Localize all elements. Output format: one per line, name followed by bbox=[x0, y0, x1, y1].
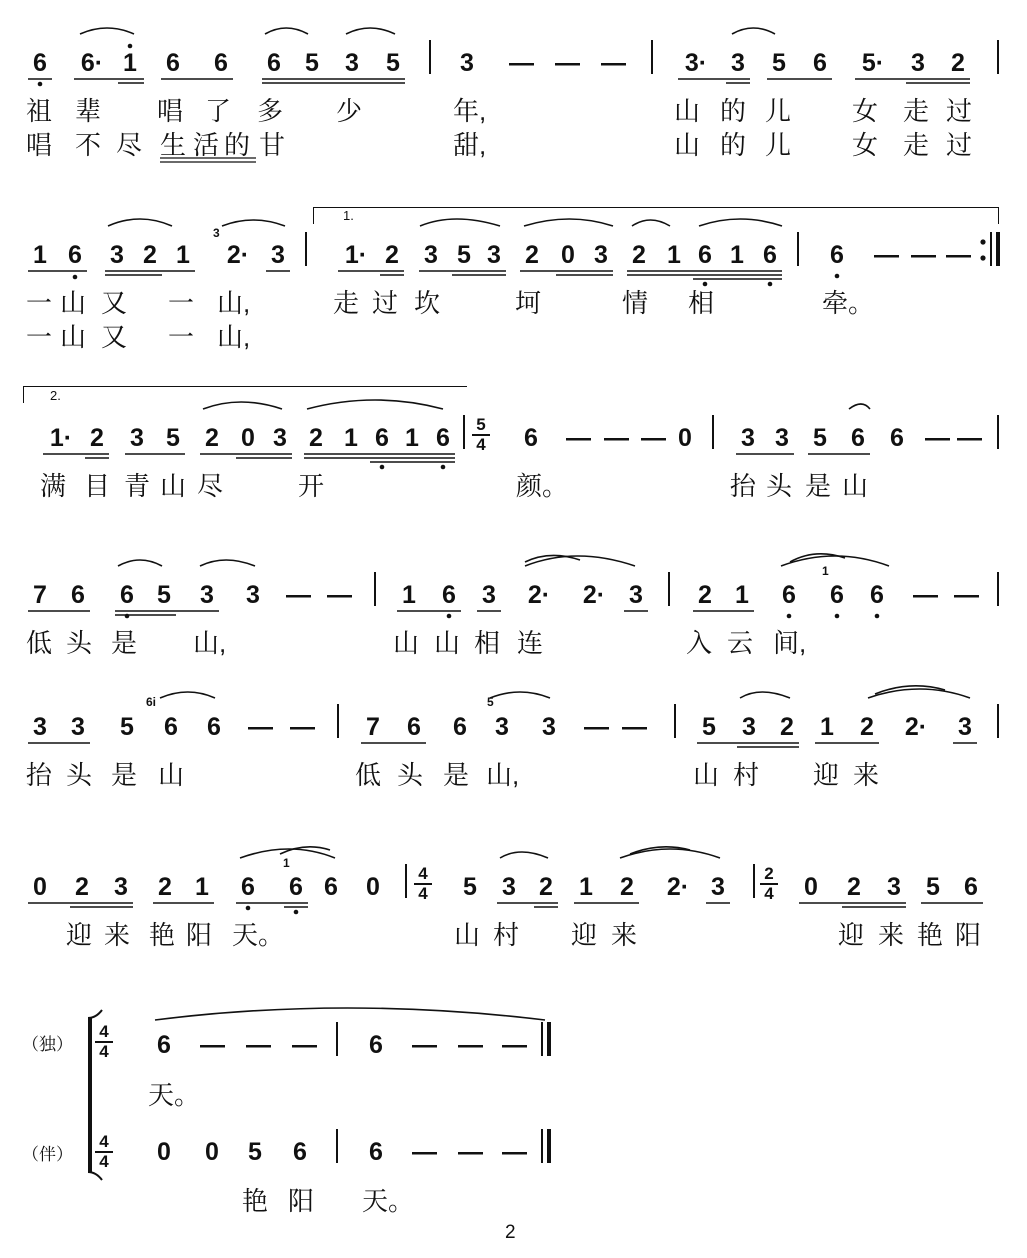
lyric: 过 bbox=[946, 96, 973, 126]
note: 3 bbox=[424, 241, 438, 269]
note: 1 bbox=[195, 873, 209, 901]
note: 5 bbox=[305, 49, 319, 77]
lyric: 迎 bbox=[838, 920, 865, 950]
note: 5 bbox=[463, 873, 477, 901]
lyric: 山 bbox=[693, 760, 720, 790]
time-sig-numerator: 5 bbox=[476, 415, 486, 434]
lyrics-verse-1 bbox=[0, 471, 1027, 511]
note: 6 bbox=[324, 873, 338, 901]
final-barline bbox=[541, 1022, 543, 1056]
lyric: 一 bbox=[26, 322, 53, 352]
solo-part-label: （独） bbox=[22, 1035, 73, 1054]
grace-note: 1 bbox=[822, 564, 829, 578]
lyric: 山 bbox=[674, 96, 701, 126]
solo-notes bbox=[0, 1030, 1027, 1070]
dash: — bbox=[874, 241, 899, 269]
lyric: 目 bbox=[84, 471, 111, 501]
note: 6 bbox=[890, 424, 904, 452]
note: 5 bbox=[926, 873, 940, 901]
lyric: 是 bbox=[443, 760, 470, 790]
dash: — bbox=[248, 713, 273, 741]
lyric: 村 bbox=[493, 920, 520, 950]
dash: — bbox=[584, 713, 609, 741]
note: 0 bbox=[804, 873, 818, 901]
note: 2 bbox=[205, 424, 219, 452]
note: 2· bbox=[226, 241, 250, 269]
dash: — bbox=[290, 713, 315, 741]
time-sig-numerator: 4 bbox=[99, 1132, 109, 1151]
volta-2 bbox=[23, 386, 467, 403]
lyric: 来 bbox=[878, 920, 905, 950]
lyric: 连 bbox=[517, 628, 544, 658]
lyric: 甘 bbox=[259, 130, 286, 160]
note: 3 bbox=[741, 424, 755, 452]
note: 1 bbox=[735, 581, 749, 609]
note: 2· bbox=[582, 581, 606, 609]
note: 6 bbox=[207, 713, 221, 741]
note: 6 bbox=[964, 873, 978, 901]
time-sig-denominator: 4 bbox=[764, 884, 774, 903]
lyric: 过 bbox=[946, 130, 973, 160]
barline bbox=[336, 1022, 338, 1056]
note: 3 bbox=[130, 424, 144, 452]
lyric: 阳 bbox=[955, 920, 982, 950]
final-barline bbox=[547, 1022, 551, 1056]
note: 0 bbox=[33, 873, 47, 901]
lyric: 是 bbox=[111, 628, 138, 658]
note: 3 bbox=[495, 713, 509, 741]
note: 6 bbox=[241, 873, 255, 901]
lyric: 山 bbox=[60, 322, 87, 352]
note: 2 bbox=[143, 241, 157, 269]
dash: — bbox=[622, 713, 647, 741]
note: 3 bbox=[273, 424, 287, 452]
lyric: 不 bbox=[75, 130, 102, 160]
note: 3 bbox=[114, 873, 128, 901]
lyric: 低 bbox=[355, 760, 382, 790]
lyric: 山 bbox=[674, 130, 701, 160]
note: 3 bbox=[958, 713, 972, 741]
note: 2 bbox=[951, 49, 965, 77]
note: 2 bbox=[620, 873, 634, 901]
note: 1· bbox=[344, 241, 368, 269]
lyric: 儿 bbox=[765, 130, 792, 160]
note: 2 bbox=[847, 873, 861, 901]
volta-1-label: 1. bbox=[343, 208, 354, 223]
lyric: 儿 bbox=[765, 96, 792, 126]
lyric: 头 bbox=[66, 760, 93, 790]
note: 1 bbox=[176, 241, 190, 269]
note: 3 bbox=[71, 713, 85, 741]
dash: — bbox=[641, 424, 666, 452]
lyric: 尽 bbox=[197, 471, 224, 501]
time-sig-denominator: 4 bbox=[99, 1152, 109, 1171]
note: 6 bbox=[293, 1138, 307, 1166]
lyric: 坎 bbox=[414, 288, 441, 318]
dash: — bbox=[601, 49, 626, 77]
note: 2 bbox=[780, 713, 794, 741]
note: 2· bbox=[666, 873, 690, 901]
note: 6 bbox=[71, 581, 85, 609]
dash: — bbox=[509, 49, 534, 77]
lyric: 头 bbox=[66, 628, 93, 658]
lyric: 入 bbox=[686, 628, 713, 658]
note: 5 bbox=[702, 713, 716, 741]
lyric: 牵。 bbox=[822, 288, 875, 318]
lyric: 头 bbox=[766, 471, 793, 501]
note: 3 bbox=[742, 713, 756, 741]
note: 2 bbox=[525, 241, 539, 269]
lyric: 唱 bbox=[26, 130, 53, 160]
lyric: 村 bbox=[733, 760, 760, 790]
lyric: 女 bbox=[852, 130, 879, 160]
note: 5 bbox=[166, 424, 180, 452]
note: 2 bbox=[860, 713, 874, 741]
lyric: 抬 bbox=[26, 760, 53, 790]
note: 6 bbox=[166, 49, 180, 77]
accomp-notes bbox=[0, 1137, 1027, 1177]
note: 6 bbox=[870, 581, 884, 609]
note: 0 bbox=[241, 424, 255, 452]
lyric: 青 bbox=[124, 471, 151, 501]
note: 1 bbox=[820, 713, 834, 741]
lyric: 低 bbox=[26, 628, 53, 658]
note: 0 bbox=[678, 424, 692, 452]
time-sig-denominator: 4 bbox=[99, 1042, 109, 1061]
dash: — bbox=[458, 1138, 483, 1166]
note: 2 bbox=[539, 873, 553, 901]
note: 3 bbox=[911, 49, 925, 77]
accomp-lyric: 艳 bbox=[242, 1186, 269, 1216]
note: 1 bbox=[579, 873, 593, 901]
lyric: 的 bbox=[720, 96, 747, 126]
lyric: 云 bbox=[727, 628, 754, 658]
lyric: 迎 bbox=[66, 920, 93, 950]
system-3 bbox=[0, 388, 1027, 513]
note: 6· bbox=[80, 49, 104, 77]
note: 6 bbox=[407, 713, 421, 741]
accomp-part-label: （伴） bbox=[22, 1145, 73, 1164]
note: 6 bbox=[442, 581, 456, 609]
lyric: 情 bbox=[622, 288, 649, 318]
note: 6 bbox=[369, 1031, 383, 1059]
note: 3 bbox=[246, 581, 260, 609]
lyric: 甜, bbox=[453, 130, 487, 160]
note: 6 bbox=[830, 241, 844, 269]
page-number: 2 bbox=[505, 1222, 516, 1243]
dash: — bbox=[555, 49, 580, 77]
note: 3 bbox=[345, 49, 359, 77]
lyric: 艳 bbox=[917, 920, 944, 950]
note: 7 bbox=[366, 713, 380, 741]
note: 6 bbox=[763, 241, 777, 269]
dash: — bbox=[246, 1031, 271, 1059]
lyric: 一 bbox=[168, 322, 195, 352]
note: 3 bbox=[629, 581, 643, 609]
note: 6 bbox=[524, 424, 538, 452]
note: 6 bbox=[436, 424, 450, 452]
underline-marks bbox=[0, 48, 1027, 168]
dash: — bbox=[913, 581, 938, 609]
lyric: 山 bbox=[842, 471, 869, 501]
note: 3 bbox=[594, 241, 608, 269]
lyric: 是 bbox=[805, 471, 832, 501]
lyric: 辈 bbox=[75, 96, 102, 126]
note: 1 bbox=[123, 49, 137, 77]
note: 0 bbox=[205, 1138, 219, 1166]
note: 1 bbox=[402, 581, 416, 609]
note: 5 bbox=[772, 49, 786, 77]
lyric: 抬 bbox=[730, 471, 757, 501]
lyric: 过 bbox=[372, 288, 399, 318]
note: 6 bbox=[157, 1031, 171, 1059]
lyric: 艳 bbox=[149, 920, 176, 950]
lyric: 山, bbox=[217, 322, 251, 352]
lyric: 走 bbox=[333, 288, 360, 318]
dash: — bbox=[327, 581, 352, 609]
note: 2 bbox=[75, 873, 89, 901]
note: 6 bbox=[164, 713, 178, 741]
lyrics-verse-1 bbox=[0, 760, 1027, 800]
note: 5 bbox=[457, 241, 471, 269]
dash: — bbox=[412, 1031, 437, 1059]
note: 5 bbox=[248, 1138, 262, 1166]
lyric: 了 bbox=[205, 96, 232, 126]
lyric: 来 bbox=[611, 920, 638, 950]
note: 6 bbox=[375, 424, 389, 452]
note: 1· bbox=[49, 424, 73, 452]
note: 3 bbox=[271, 241, 285, 269]
note: 5 bbox=[813, 424, 827, 452]
time-sig-numerator: 4 bbox=[99, 1022, 109, 1041]
note: 1 bbox=[33, 241, 47, 269]
note: 3 bbox=[775, 424, 789, 452]
note: 3 bbox=[542, 713, 556, 741]
dash: — bbox=[925, 424, 950, 452]
lyric: 走 bbox=[903, 130, 930, 160]
note: 1 bbox=[344, 424, 358, 452]
note: 3 bbox=[460, 49, 474, 77]
lyrics-verse-1 bbox=[0, 920, 1027, 960]
note: 6 bbox=[68, 241, 82, 269]
note: 1 bbox=[730, 241, 744, 269]
note: 6 bbox=[453, 713, 467, 741]
accomp-lyric: 阳 bbox=[288, 1186, 315, 1216]
note: 3· bbox=[684, 49, 708, 77]
note: 6 bbox=[33, 49, 47, 77]
lyric: 间, bbox=[773, 628, 807, 658]
note: 0 bbox=[561, 241, 575, 269]
lyric: 尽 bbox=[116, 130, 143, 160]
lyric: 山 bbox=[60, 288, 87, 318]
note: 2 bbox=[158, 873, 172, 901]
final-barline bbox=[541, 1129, 543, 1163]
lyric: 阳 bbox=[186, 920, 213, 950]
lyric: 头 bbox=[397, 760, 424, 790]
lyric: 山 bbox=[160, 471, 187, 501]
note: 2 bbox=[90, 424, 104, 452]
note: 6 bbox=[267, 49, 281, 77]
time-sig-numerator: 4 bbox=[418, 864, 428, 883]
lyric: 颜。 bbox=[516, 471, 569, 501]
note: 5· bbox=[861, 49, 885, 77]
note: 2· bbox=[527, 581, 551, 609]
note: 3 bbox=[200, 581, 214, 609]
volta-1 bbox=[313, 207, 999, 224]
lyric: 迎 bbox=[571, 920, 598, 950]
note: 3 bbox=[482, 581, 496, 609]
lyric: 山, bbox=[193, 628, 227, 658]
lyric: 天。 bbox=[232, 920, 285, 950]
lyric: 开 bbox=[298, 471, 325, 501]
lyric: 一 bbox=[168, 288, 195, 318]
dash: — bbox=[458, 1031, 483, 1059]
lyric: 年, bbox=[453, 96, 487, 126]
dash: — bbox=[502, 1031, 527, 1059]
note: 5 bbox=[120, 713, 134, 741]
lyric: 山, bbox=[486, 760, 520, 790]
lyrics-verse-2 bbox=[0, 322, 1027, 362]
lyric: 生 bbox=[160, 130, 187, 160]
note: 6 bbox=[289, 873, 303, 901]
lyric: 山 bbox=[434, 628, 461, 658]
note: 6 bbox=[830, 581, 844, 609]
note: 2· bbox=[904, 713, 928, 741]
volta-2-label: 2. bbox=[50, 388, 61, 403]
lyric: 相 bbox=[474, 628, 501, 658]
lyric: 唱 bbox=[157, 96, 184, 126]
system-4 bbox=[0, 564, 1027, 670]
note: 6 bbox=[698, 241, 712, 269]
lyric: 坷 bbox=[515, 288, 542, 318]
lyric: 相 bbox=[688, 288, 715, 318]
lyric: 活 bbox=[193, 130, 220, 160]
system-6 bbox=[0, 856, 1027, 962]
dash: — bbox=[957, 424, 982, 452]
lyric: 山 bbox=[393, 628, 420, 658]
note: 2 bbox=[385, 241, 399, 269]
note: 3 bbox=[887, 873, 901, 901]
note: 1 bbox=[667, 241, 681, 269]
dash: — bbox=[566, 424, 591, 452]
note: 1 bbox=[405, 424, 419, 452]
time-sig-denominator: 4 bbox=[476, 435, 486, 454]
dash: — bbox=[946, 241, 971, 269]
grace-note: 1 bbox=[283, 856, 290, 870]
note: 3 bbox=[731, 49, 745, 77]
grace-note: 3 bbox=[213, 226, 220, 240]
final-barline bbox=[547, 1129, 551, 1163]
note: 6 bbox=[813, 49, 827, 77]
lyric: 祖 bbox=[26, 96, 53, 126]
dash: — bbox=[911, 241, 936, 269]
barline bbox=[336, 1129, 338, 1163]
lyric: 又 bbox=[101, 322, 128, 352]
note: 0 bbox=[157, 1138, 171, 1166]
note: 6 bbox=[782, 581, 796, 609]
lyrics-verse-1 bbox=[0, 628, 1027, 668]
lyric: 满 bbox=[40, 471, 67, 501]
lyric: 又 bbox=[101, 288, 128, 318]
note: 6 bbox=[369, 1138, 383, 1166]
lyric: 来 bbox=[853, 760, 880, 790]
lyric: 多 bbox=[257, 96, 284, 126]
note: 3 bbox=[711, 873, 725, 901]
time-sig-numerator: 2 bbox=[764, 864, 774, 883]
lyric: 走 bbox=[903, 96, 930, 126]
dash: — bbox=[292, 1031, 317, 1059]
note: 5 bbox=[157, 581, 171, 609]
accomp-lyric: 天。 bbox=[362, 1186, 415, 1216]
grace-note: 6i bbox=[146, 695, 157, 709]
lyric: 少 bbox=[336, 96, 363, 126]
final-system bbox=[0, 1000, 1027, 1230]
lyric: 是 bbox=[111, 760, 138, 790]
lyric: 女 bbox=[852, 96, 879, 126]
lyric: 迎 bbox=[813, 760, 840, 790]
note: 2 bbox=[698, 581, 712, 609]
note: 3 bbox=[502, 873, 516, 901]
dash: — bbox=[954, 581, 979, 609]
lyric: 山, bbox=[217, 288, 251, 318]
note: 6 bbox=[851, 424, 865, 452]
lyric: 一 bbox=[26, 288, 53, 318]
lyric: 来 bbox=[104, 920, 131, 950]
time-sig-denominator: 4 bbox=[418, 884, 428, 903]
system-1 bbox=[0, 48, 1027, 168]
dash: — bbox=[412, 1138, 437, 1166]
note: 3 bbox=[33, 713, 47, 741]
note: 6 bbox=[120, 581, 134, 609]
note: 5 bbox=[386, 49, 400, 77]
lyric: 的 bbox=[720, 130, 747, 160]
system-5 bbox=[0, 695, 1027, 802]
note: 7 bbox=[33, 581, 47, 609]
note: 2 bbox=[309, 424, 323, 452]
solo-lyric: 天。 bbox=[148, 1080, 201, 1110]
note: 3 bbox=[110, 241, 124, 269]
grace-note: 5 bbox=[487, 695, 494, 709]
dash: — bbox=[200, 1031, 225, 1059]
lyric: 山 bbox=[158, 760, 185, 790]
note: 0 bbox=[366, 873, 380, 901]
dash: — bbox=[604, 424, 629, 452]
note: 6 bbox=[214, 49, 228, 77]
lyric: 山 bbox=[454, 920, 481, 950]
lyric: 的 bbox=[224, 130, 251, 160]
dash: — bbox=[286, 581, 311, 609]
note: 3 bbox=[487, 241, 501, 269]
system-2 bbox=[0, 208, 1027, 360]
dash: — bbox=[502, 1138, 527, 1166]
note: 2 bbox=[632, 241, 646, 269]
